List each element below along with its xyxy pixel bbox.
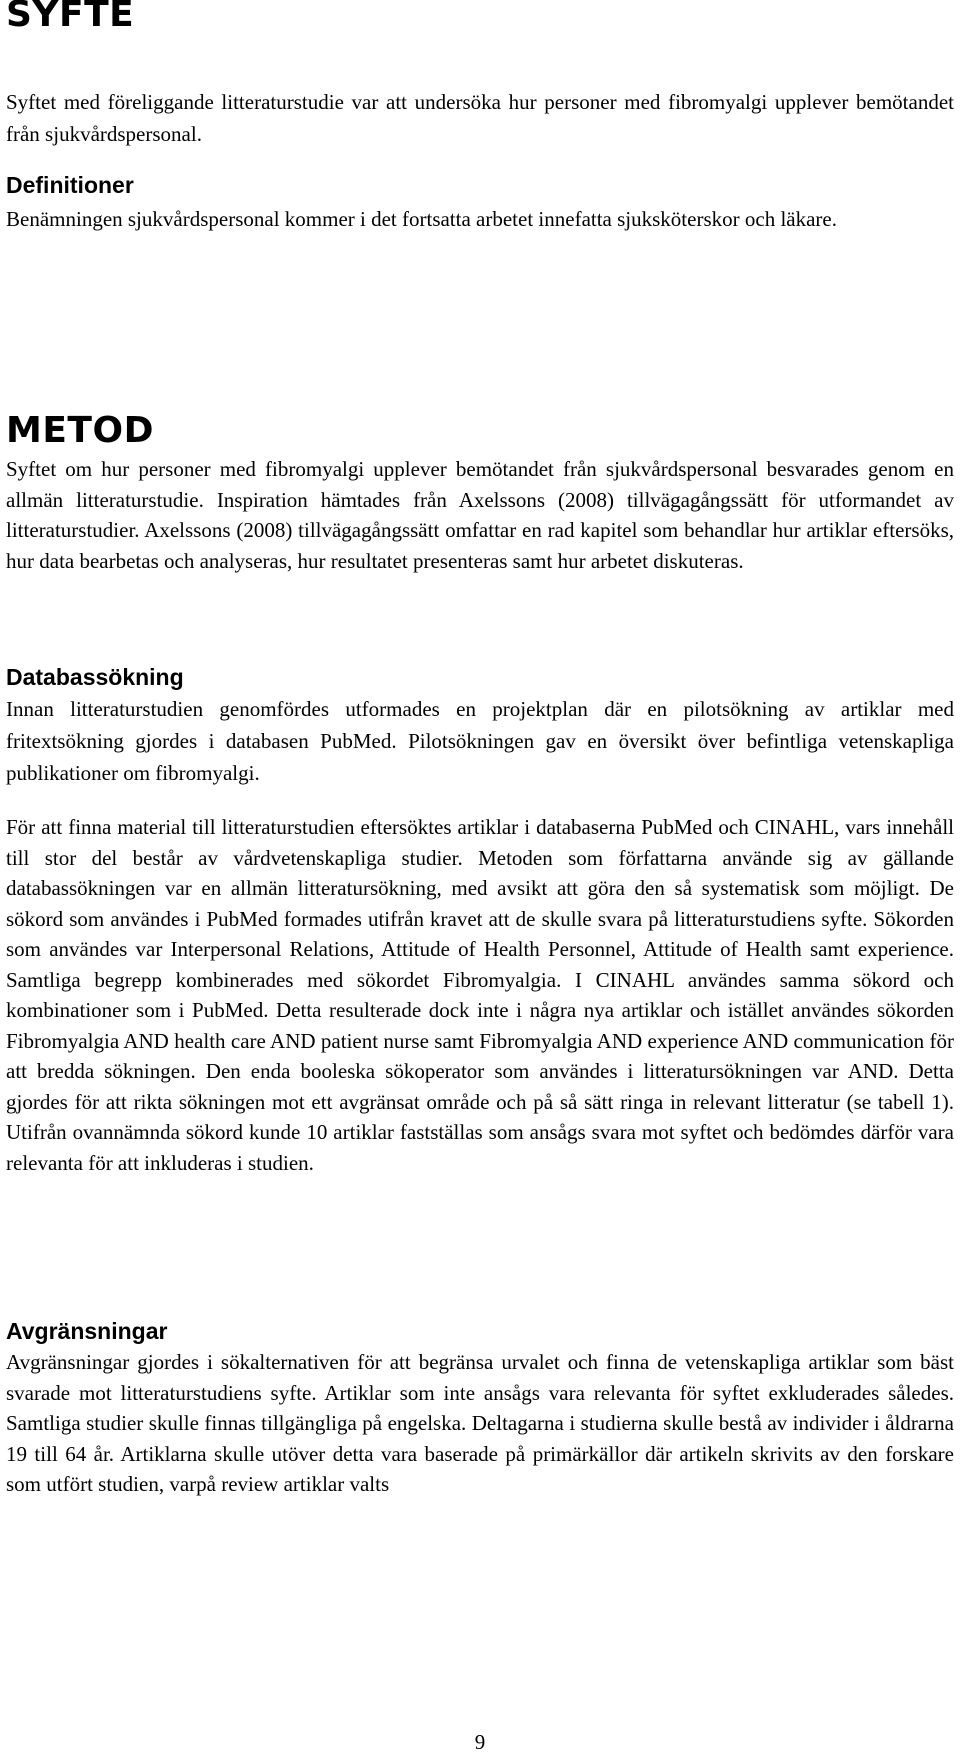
databassokning-paragraph-1: Innan litteraturstudien genomfördes utformades en projektplan där en pilotsökning av artiklar med fritextsökning gjordes i databasen PubMed. Pilotsökningen gav en översikt över befintliga vetenskapliga publikationer om fibromyalgi. xyxy=(6,697,954,785)
metod-paragraph: Syftet om hur personer med fibromyalgi upplever bemötandet från sjukvårdspersonal besvarades genom en allmän litteraturstudie. Inspiration hämtades från Axelssons (2008) tillvägagångssätt för utformandet av litteraturstudier. Axelssons (2008) tillvägagångssätt omfattar en rad kapitel som behandlar hur artiklar eftersöks, hur data bearbetas och analyseras, hur resultatet presenteras samt hur arbetet diskuteras. xyxy=(6,457,954,573)
avgransningar-paragraph: Avgränsningar gjordes i sökalternativen för att begränsa urvalet och finna de vetenskapliga artiklar som bäst svarade mot litteraturstudiens syfte. Artiklar som inte ansågs vara relevanta för syftet exkluderades således. Samtliga studier skulle finnas tillgängliga på engelska. Deltagarna i studierna skulle bestå av individer i åldrarna 19 till 64 år. Artiklarna skulle utöver detta vara baserade på primärkällor där artikeln skrivits av den forskare som utfört studien, varpå review artiklar valts xyxy=(6,1350,954,1496)
heading-syfte: SYFTE xyxy=(6,0,135,35)
heading-databassokning: Databassökning xyxy=(6,664,184,690)
databassokning-paragraph-2: För att finna material till litteraturstudien eftersöktes artiklar i databaserna PubMed och CINAHL, vars innehåll till stor del består av vårdvetenskapliga studier. Metoden som författarna använde sig av gällande databassökningen var en allmän litteratursökning, med avsikt att göra den så systematisk som möjligt. De sökord som användes i PubMed formades utifrån kravet att de skulle svara på litteraturstudiens syfte. Sökorden som användes var Interpersonal Relations, Attitude of Health Personnel, Attitude of Health samt experience. Samtliga begrepp kombinerades med sökordet Fibromyalgia. I CINAHL användes samma sökord och kombinationer som i PubMed. Detta resulterade dock inte i några nya artiklar och istället användes sökorden Fibromyalgia AND health care AND patient nurse samt Fibromyalgia AND experience AND communication för att bredda sökningen. Den enda booleska sökoperator som användes i litteratursökningen var AND. Detta gjordes för att rikta sökningen mot ett avgränsat område och på så sätt ringa in relevant litteratur (se tabell 1). Utifrån ovannämnda sökord kunde 10 artiklar fastställas som ansågs svara mot syftet och bedömdes därför vara relevanta för att inkluderas i studien. xyxy=(6,815,954,1175)
syfte-paragraph: Syftet med föreliggande litteraturstudie var att undersöka hur personer med fibromyalgi upplever bemötandet från sjukvårdspersonal. xyxy=(6,90,954,146)
heading-definitioner: Definitioner xyxy=(6,172,134,198)
definitioner-paragraph: Benämningen sjukvårdspersonal kommer i det fortsatta arbetet innefatta sjuksköterskor och läkare. xyxy=(6,207,837,231)
heading-metod: METOD xyxy=(6,410,154,451)
document-page xyxy=(4,0,956,1762)
heading-avgransningar: Avgränsningar xyxy=(6,1318,168,1344)
page-number: 9 xyxy=(474,1730,486,1754)
